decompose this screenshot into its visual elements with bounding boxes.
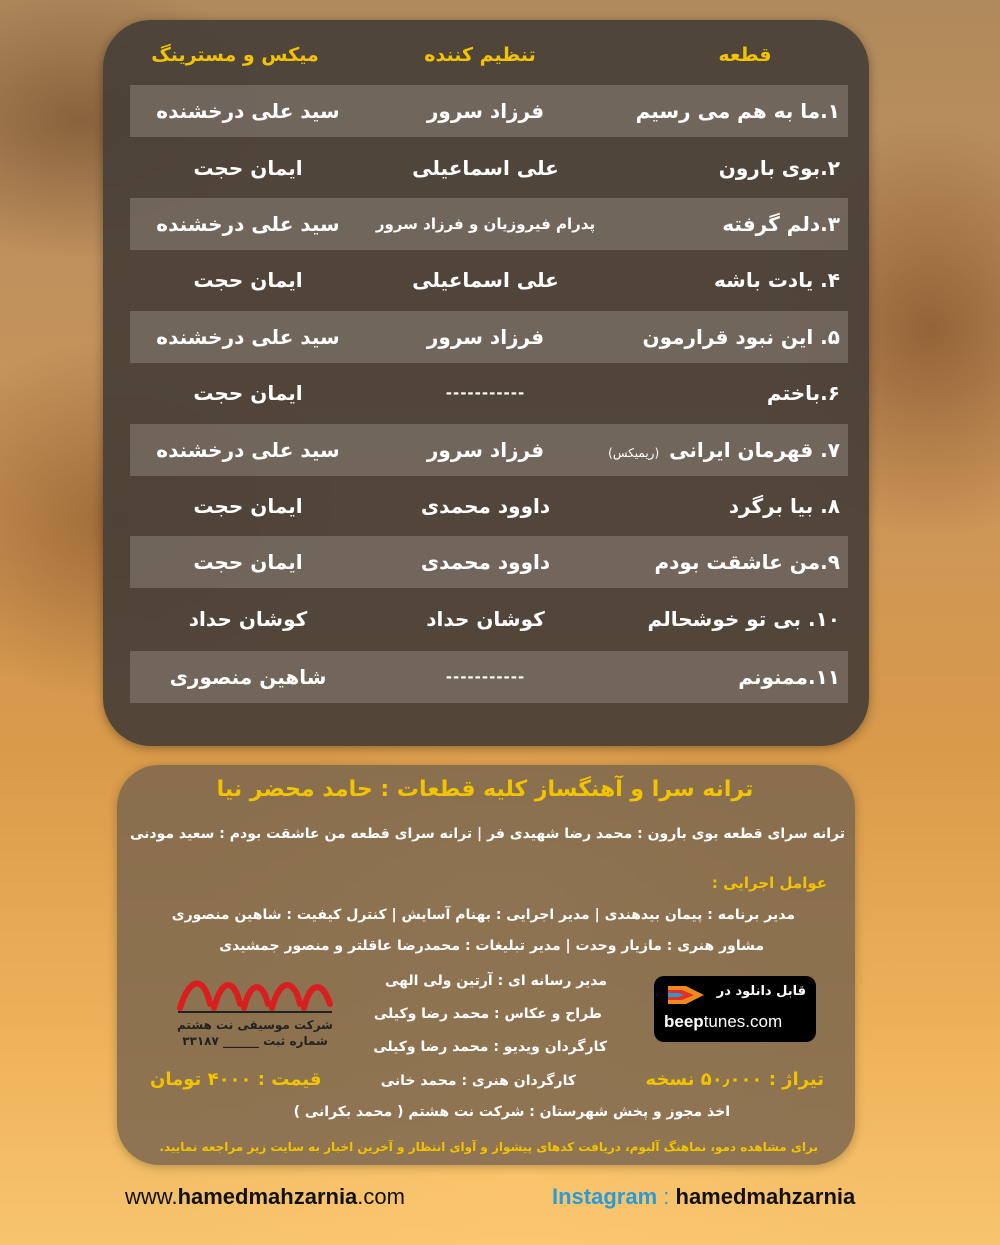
track-row: [130, 651, 848, 703]
logo-company-name: شرکت موسیقی نت هشتم: [177, 1018, 333, 1032]
print-run: تیراژ : ۵۰٫۰۰۰ نسخه: [645, 1069, 824, 1090]
header-mix: میکس و مسترینگ: [151, 44, 319, 66]
media-manager-credit: مدیر رسانه ای : آرتین ولی الهی: [384, 973, 607, 989]
track-arranger: داوود محمدی: [420, 494, 551, 518]
track-mixer: ایمان حجت: [193, 156, 303, 180]
website-name: hamedmahzarnia: [177, 1184, 358, 1209]
track-mixer: سید علی درخشنده: [156, 438, 340, 462]
logo-mark-icon: [170, 968, 340, 1018]
instagram-handle: hamedmahzarnia: [675, 1184, 856, 1209]
track-title: ۲.بوی بارون: [718, 156, 840, 180]
price: قیمت : ۴۰۰۰ تومان: [150, 1069, 322, 1090]
beeptunes-brand: [664, 1012, 782, 1032]
instagram-link[interactable]: [552, 1184, 855, 1210]
track-row: [130, 480, 848, 532]
beeptunes-badge[interactable]: [654, 976, 816, 1042]
instagram-label: Instagram: [552, 1184, 658, 1209]
website-prefix: www.: [125, 1184, 178, 1209]
video-director-credit: کارگردان ویدیو : محمد رضا وکیلی: [373, 1039, 607, 1055]
executive-staff-title: عوامل اجرایی :: [711, 874, 827, 892]
track-title: ۱.ما به هم می رسیم: [635, 99, 840, 123]
track-row: [130, 424, 848, 476]
track-row: [130, 367, 848, 419]
note-hashtom-logo: [170, 968, 340, 1058]
composer-credit: ترانه سرا و آهنگساز کلیه قطعات : حامد محضر نیا: [216, 777, 754, 802]
track-row: [130, 593, 848, 645]
track-title: ۵. این نبود قرارمون: [642, 325, 840, 349]
track-title-text: ۷. قهرمان ایرانی: [669, 438, 840, 462]
track-title: ۱۰. بی تو خوشحالم: [647, 607, 840, 631]
track-mixer: سید علی درخشنده: [156, 212, 340, 236]
track-row: [130, 254, 848, 306]
beeptunes-brand-rest: tunes.com: [703, 1012, 783, 1031]
beeptunes-brand-bold: beep: [664, 1012, 704, 1031]
remix-note: (ریمیکس): [608, 446, 660, 460]
track-arranger: فرزاد سرور: [426, 99, 545, 123]
track-title: ۶.باختم: [766, 381, 840, 405]
beeptunes-download-label: قابل دانلود در: [716, 984, 806, 999]
art-director-credit: کارگردان هنری : محمد خانی: [380, 1073, 576, 1089]
executive-staff-line: مشاور هنری : مازیار وحدت | مدیر تبلیغات : محمدرضا عاقلتر و منصور جمشیدی: [219, 938, 764, 954]
track-arranger: فرزاد سرور: [426, 438, 545, 462]
beeptunes-icon: [666, 984, 706, 1006]
track-row: [130, 85, 848, 137]
header-arrangement: تنظیم کننده: [424, 44, 536, 66]
track-arranger: علی اسماعیلی: [412, 268, 559, 292]
logo-registration: شماره ثبت ______ ۳۳۱۸۷: [182, 1034, 328, 1048]
track-arranger: علی اسماعیلی: [412, 156, 559, 180]
track-mixer: ایمان حجت: [193, 550, 303, 574]
track-row: [130, 198, 848, 250]
track-arranger: -----------: [445, 668, 526, 686]
track-mixer: شاهین منصوری: [169, 665, 327, 689]
track-mixer: سید علی درخشنده: [156, 99, 340, 123]
license-credit: اخذ مجوز و پخش شهرستان : شرکت نت هشتم ( محمد بکرانی ): [293, 1104, 730, 1120]
track-row: [130, 311, 848, 363]
track-arranger: پدرام فیروزیان و فرزاد سرور: [375, 215, 596, 233]
track-arranger: -----------: [445, 384, 526, 402]
executive-staff-line: مدیر برنامه : پیمان بیدهندی | مدیر اجرایی : بهنام آسایش | کنترل کیفیت : شاهین منصوری: [171, 907, 795, 923]
track-arranger: فرزاد سرور: [426, 325, 545, 349]
track-title: [610, 424, 840, 476]
website-suffix: .com: [357, 1184, 405, 1209]
track-mixer: سید علی درخشنده: [156, 325, 340, 349]
track-mixer: ایمان حجت: [193, 494, 303, 518]
designer-credit: طراح و عکاس : محمد رضا وکیلی: [373, 1006, 602, 1022]
track-mixer: ایمان حجت: [193, 381, 303, 405]
track-arranger: کوشان حداد: [426, 607, 545, 631]
website-link[interactable]: [125, 1184, 405, 1210]
website-note: برای مشاهده دمو، نماهنگ آلبوم، دریافت کدهای پیشواز و آوای انتظار و آخرین اخبار به سایت زیر مراجعه نمایید.: [159, 1140, 818, 1154]
track-mixer: ایمان حجت: [193, 268, 303, 292]
track-arranger: داوود محمدی: [420, 550, 551, 574]
lyricist-credit: ترانه سرای قطعه بوی بارون : محمد رضا شهیدی فر | ترانه سرای قطعه من عاشقت بودم : سعید مودنی: [130, 826, 845, 842]
track-title: ۱۱.ممنونم: [738, 665, 840, 689]
track-title: ۳.دلم گرفته: [722, 212, 840, 236]
track-mixer: کوشان حداد: [188, 607, 308, 631]
track-title: ۹.من عاشقت بودم: [654, 550, 840, 574]
track-title: ۸. بیا برگرد: [728, 494, 840, 518]
track-title: ۴. یادت باشه: [714, 268, 840, 292]
track-row: [130, 536, 848, 588]
instagram-colon: :: [657, 1184, 676, 1209]
track-row: [130, 142, 848, 194]
header-track: قطعه: [718, 44, 772, 66]
